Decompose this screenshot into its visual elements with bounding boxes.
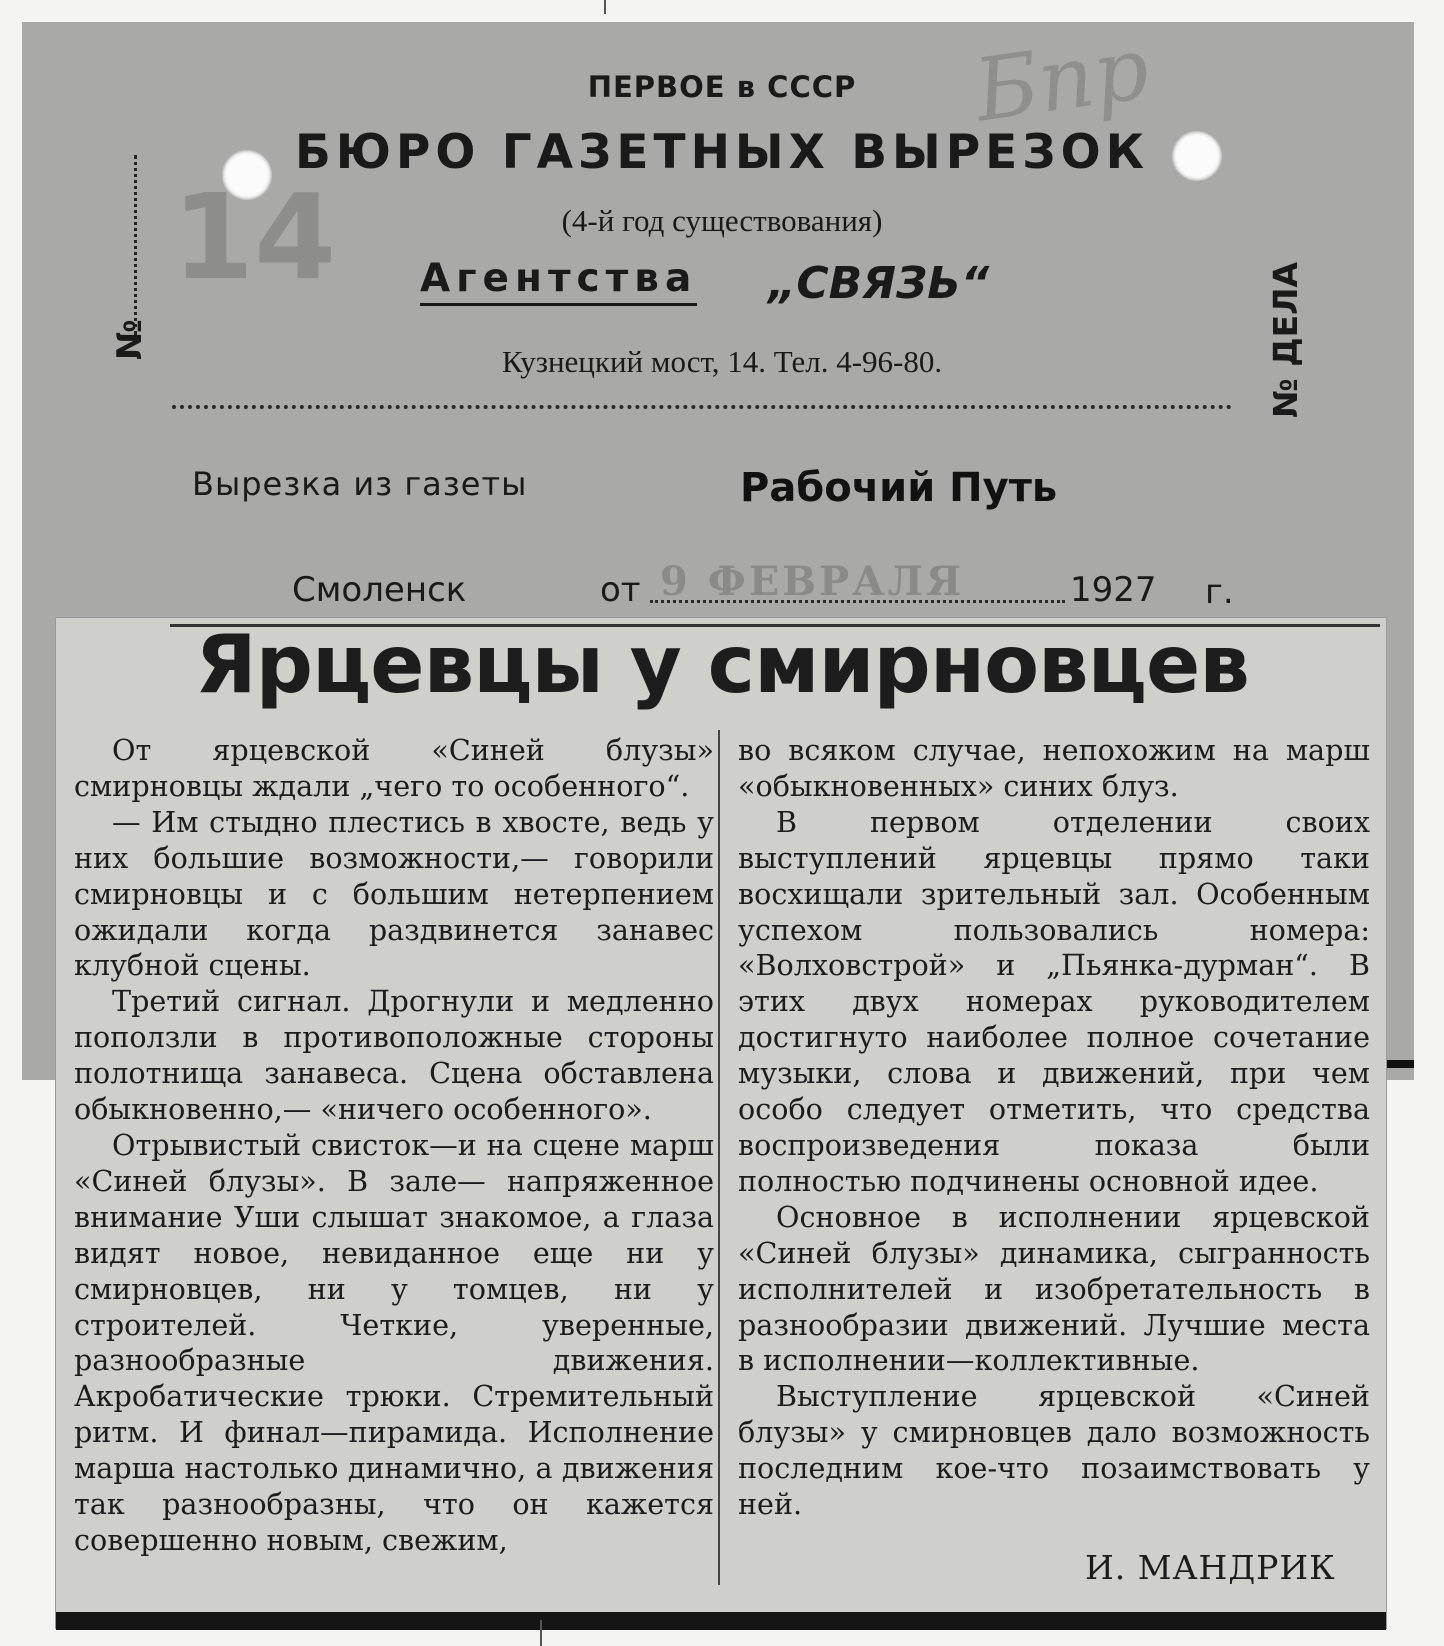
- article-column-left: [74, 733, 714, 1559]
- article-paragraph: во всяком случае, непохожим на марш «обыкновенных» синих блуз.: [738, 733, 1370, 803]
- clipping-bottom-shadow: [56, 1612, 1386, 1630]
- article-paragraph: Третий сигнал. Дрогнули и медленно поползли в противоположные стороны полотнища занавеса. Сцена обставлена обыкновенно,— «ничего особенного».: [74, 984, 714, 1127]
- handwritten-signature: Бпр: [968, 18, 1155, 142]
- binding-line-bottom: [540, 1620, 542, 1646]
- handwritten-number: 14: [172, 168, 337, 306]
- article-paragraph: — Им стыдно плестись в хвосте, ведь у них большие возможности,— говорили смирновцы и с большим нетерпением ожидали когда раздвинется занавес клубной сцены.: [74, 804, 714, 983]
- article-author: И. МАНДРИК: [1085, 1548, 1336, 1587]
- date-stamp: 9 ФЕВРАЛЯ: [660, 558, 965, 605]
- clip-from-label: Вырезка из газеты: [192, 465, 528, 503]
- bureau-address: Кузнецкий мост, 14. Тел. 4-96-80.: [501, 344, 943, 379]
- article-paragraph: Выступление ярцевской «Синей блузы» у смирновцев дало возможность последним кое-что позаимствовать у ней.: [738, 1379, 1370, 1522]
- newspaper-name: Рабочий Путь: [740, 465, 1058, 511]
- column-divider: [718, 730, 720, 1585]
- year-value: 1927: [1070, 570, 1157, 610]
- agency-name: „СВЯЗЬ“: [768, 258, 990, 309]
- article-paragraph: От ярцевской «Синей блузы» смирновцы ждали „чего то особенного“.: [74, 733, 714, 803]
- date-from-label: от: [600, 570, 641, 610]
- number-field-dots: [134, 155, 137, 335]
- article-paragraph: Отрывистый свисток—и на сцене марш «Синей блузы». В зале— напряженное внимание Уши слышат знакомое, а глаза видят новое, невиданное еще ни у смирновцев, ни у томцев, ни у строителей. Четкие, уверенные, разнообразные движения. Акробатические трюки. Стремительный ритм. И финал—пирамида. Исполнение марша настолько динамично, а движения так разнообразны, что он кажется совершенно новым, свежим,: [74, 1127, 714, 1557]
- first-in-ussr-label: ПЕРВОЕ в СССР: [587, 70, 857, 104]
- article-headline: Ярцевцы у смирновцев: [195, 618, 1249, 711]
- number-label: №: [110, 319, 150, 360]
- case-number-label: № ДЕЛА: [1266, 261, 1305, 418]
- header-separator: [172, 405, 1232, 409]
- article-paragraph: Основное в исполнении ярцевской «Синей блузы» динамика, сыгранность исполнителей и изобретательность в разнообразии движений. Лучшие места в исполнении—коллективные.: [738, 1199, 1370, 1378]
- binding-line-top: [604, 0, 606, 14]
- article-column-right: [738, 733, 1370, 1523]
- city-name: Смоленск: [292, 570, 467, 610]
- agency-label: Агентства: [420, 256, 697, 306]
- article-paragraph: В первом отделении своих выступлений ярцевцы прямо таки восхищали зрительный зал. Особенным успехом пользовались номера: «Волховстрой» и „Пьянка-дурман“. В этих двух номерах руководителем достигнуто наиболее полное сочетание музыки, слова и движений, при чем особо следует отметить, что средства воспроизведения показа были полностью подчинены основной идее.: [738, 804, 1370, 1198]
- bureau-title: БЮРО ГАЗЕТНЫХ ВЫРЕЗОК: [294, 125, 1150, 180]
- year-suffix: г.: [1205, 572, 1234, 612]
- year-of-existence: (4-й год существования): [561, 203, 883, 238]
